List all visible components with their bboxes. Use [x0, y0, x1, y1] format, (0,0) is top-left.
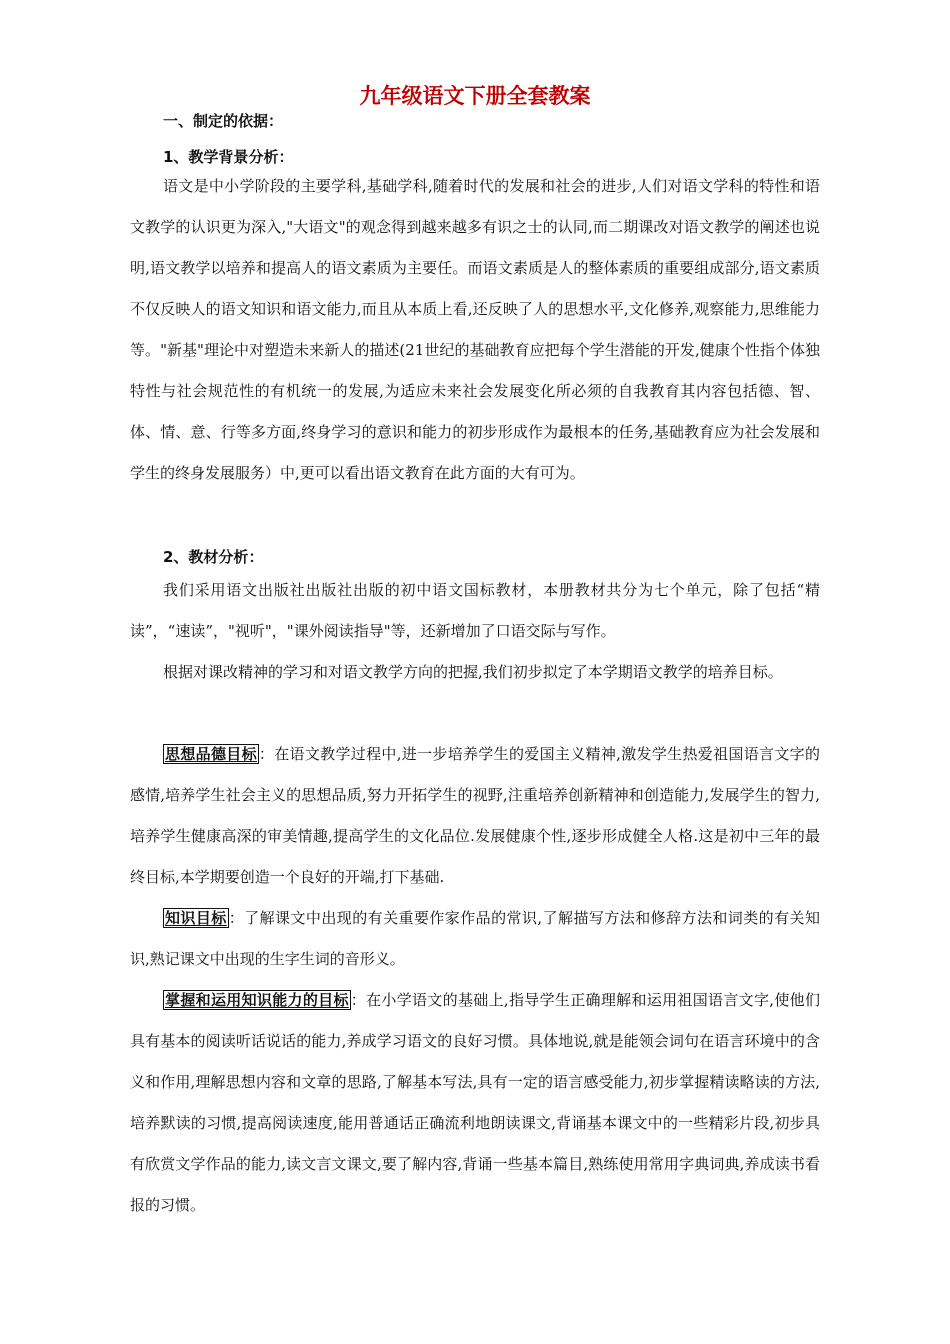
paragraph-moral-goal	[130, 734, 820, 898]
section-heading-basis: 一、制定的依据：	[163, 112, 284, 130]
subheading-teaching-background: 1、教学背景分析：	[163, 148, 294, 166]
paragraph-ability-goal	[130, 980, 820, 1226]
moral-goal-label: 思想品德目标	[165, 745, 257, 763]
paragraph-textbook: 我们采用语文出版社出版社出版的初中语文国标教材，本册教材共分为七个单元，除了包括“精读”，“速读”，"视听"，"课外阅读指导"等，还新增加了口语交际与写作。	[130, 581, 820, 640]
moral-goal-text: ：在语文教学过程中,进一步培养学生的爱国主义精神,激发学生热爱祖国语言文字的感情,培养学生社会主义的思想品质,努力开拓学生的视野,注重培养创新精神和创造能力,发展学生的智力,培养学生健康高深的审美情趣,提高学生的文化品位.发展健康个性,逐步形成健全人格.这是初中三年的最终目标,本学期要创造一个良好的开端,打下基础.	[130, 745, 820, 886]
paragraph-background: 语文是中小学阶段的主要学科,基础学科,随着时代的发展和社会的进步,人们对语文学科的特性和语文教学的认识更为深入,"大语文"的观念得到越来越多有识之士的认同,而二期课改对语文教学的阐述也说明,语文教学以培养和提高人的语文素质为主要任。而语文素质是人的整体素质的重要组成部分,语文素质不仅反映人的语文知识和语文能力,而且从本质上看,还反映了人的思想水平,文化修养,观察能力,思维能力等。"新基"理论中对塑造未来新人的描述(21世纪的基础教育应把每个学生潜能的开发,健康个性指个体独特性与社会规范性的有机统一的发展,为适应未来社会发展变化所必须的自我教育其内容包括德、智、体、情、意、行等多方面,终身学习的意识和能力的初步形成作为最根本的任务,基础教育应为社会发展和学生的终身发展服务）中,更可以看出语文教育在此方面的大有可为。	[130, 177, 820, 482]
ability-goal-label: 掌握和运用知识能力的目标	[165, 991, 349, 1009]
ability-goal-text: ：在小学语文的基础上,指导学生正确理解和运用祖国语言文字,使他们具有基本的阅读听话说话的能力,养成学习语文的良好习惯。具体地说,就是能领会词句在语言环境中的含义和作用,理解思想内容和文章的思路,了解基本写法,具有一定的语言感受能力,初步掌握精读略读的方法,培养默读的习惯,提高阅读速度,能用普通话正确流利地朗读课文,背诵基本课文中的一些精彩片段,初步具有欣赏文学作品的能力,读文言文课文,要了解内容,背诵一些基本篇目,熟练使用常用字典词典,养成读书看报的习惯。	[130, 991, 820, 1214]
document-title: 九年级语文下册全套教案	[359, 84, 591, 108]
knowledge-goal-label: 知识目标	[165, 909, 227, 927]
paragraph-knowledge-goal	[130, 898, 820, 980]
knowledge-goal-text: ：了解课文中出现的有关重要作家作品的常识,了解描写方法和修辞方法和词类的有关知识,熟记课文中出现的生字生词的音形义。	[130, 909, 820, 968]
subheading-textbook-analysis: 2、教材分析：	[163, 548, 264, 566]
paragraph-goals-intro: 根据对课改精神的学习和对语文教学方向的把握,我们初步拟定了本学期语文教学的培养目标。	[163, 663, 783, 681]
